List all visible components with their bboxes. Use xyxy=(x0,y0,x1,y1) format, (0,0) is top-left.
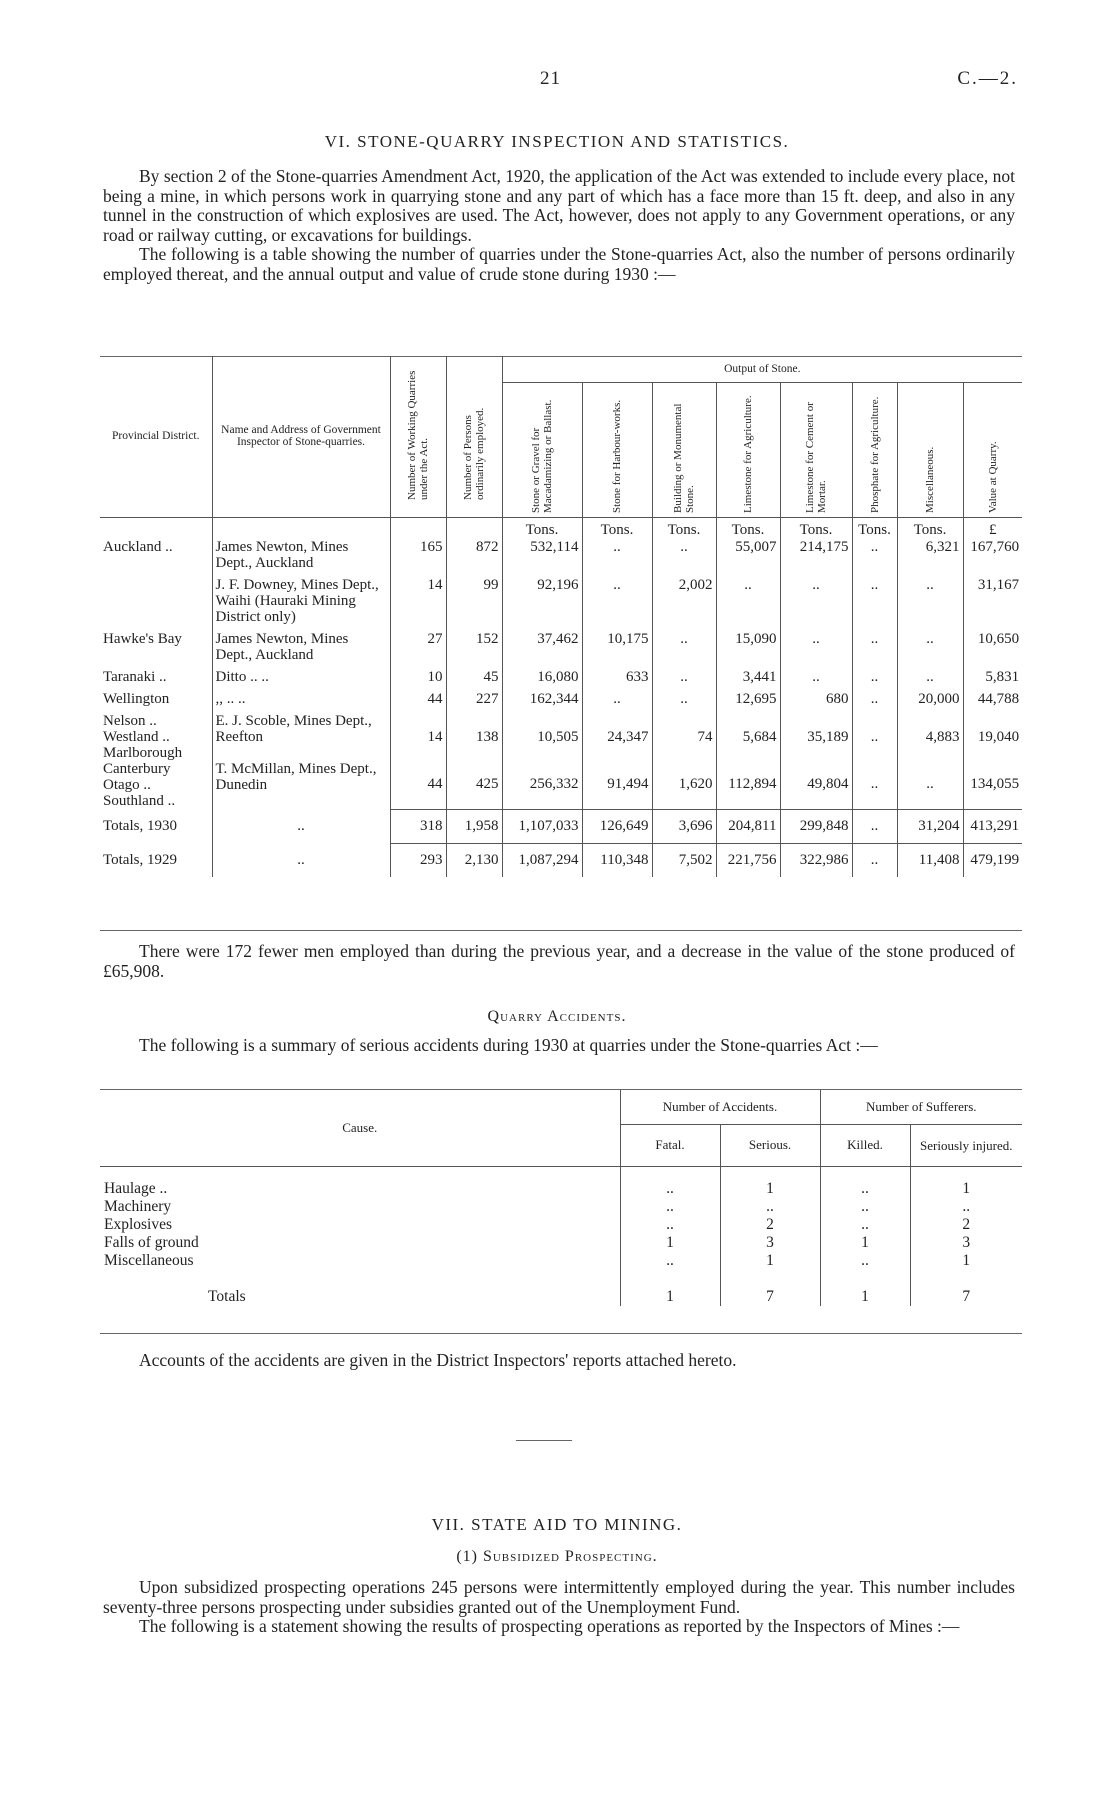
phosphate-cell: .. xyxy=(852,843,897,877)
header-district: Provincial District. xyxy=(111,430,200,443)
gravel-cell: 532,114 xyxy=(502,539,582,577)
cause-label: Haulage .. xyxy=(104,1180,168,1197)
harbour-cell: 91,494 xyxy=(582,761,652,809)
gravel-cell: 16,080 xyxy=(502,669,582,691)
district-cell: Auckland .. xyxy=(103,539,173,555)
header-output-group: Output of Stone. xyxy=(502,356,1022,382)
header-lime-agri: Limestone for Agriculture. xyxy=(742,395,754,513)
killed-cell: 1 xyxy=(820,1270,910,1306)
section-6-paragraph-2: The following is a table showing the number of quarries under the Stone-quarries Act, also the number of persons ordinarily employed thereat, and the annual output and value of crude stone during 1930 :— xyxy=(103,244,1015,284)
building-cell: .. xyxy=(652,691,716,713)
district-cell: Taranaki .. xyxy=(103,669,167,685)
header-lime-cement: Limestone for Cement or Mortar. xyxy=(804,402,828,513)
section-7-paragraph-1: Upon subsidized prospecting operations 245 persons were intermittently employed during the year. This number includes seventy-three persons prospecting under subsidies granted out of the Unemployment Fund. xyxy=(103,1577,1015,1617)
serious-cell: 2 xyxy=(720,1216,820,1234)
value-cell: 134,055 xyxy=(963,761,1022,809)
table-row xyxy=(100,1198,1022,1216)
cause-cell xyxy=(100,1198,620,1216)
quarries-cell: 27 xyxy=(390,631,446,669)
totals-row xyxy=(100,809,1022,843)
building-cell: 7,502 xyxy=(652,843,716,877)
lime_agri-cell: 5,684 xyxy=(716,713,780,761)
persons-cell: 152 xyxy=(446,631,502,669)
gravel-cell: 92,196 xyxy=(502,577,582,631)
building-cell: .. xyxy=(652,539,716,577)
section-6-paragraph-1: By section 2 of the Stone-quarries Amendment Act, 1920, the application of the Act was extended to include every place, not being a mine, in which persons work in quarrying stone and any part of which has a face more than 15 ft. deep, and also in any tunnel in the construction of which explosives are used. The Act, however, does not apply to any Government operations, or any road or railway cutting, or excavations for buildings. xyxy=(103,166,1015,245)
injured-cell: 2 xyxy=(910,1216,1022,1234)
persons-cell: 2,130 xyxy=(446,843,502,877)
header-harbour: Stone for Harbour-works. xyxy=(611,399,623,513)
lime_cement-cell: 322,986 xyxy=(780,843,852,877)
accidents-table xyxy=(100,1090,1022,1306)
inspector-cell: James Newton, Mines Dept., Auckland xyxy=(212,539,390,577)
table-row xyxy=(100,1252,1022,1270)
misc-cell: .. xyxy=(897,761,963,809)
cause-cell xyxy=(100,1270,620,1306)
harbour-cell: 10,175 xyxy=(582,631,652,669)
lime_agri-cell: 3,441 xyxy=(716,669,780,691)
header-inspector: Name and Address of Government Inspector of Stone-quarries. xyxy=(212,356,390,517)
persons-cell: 1,958 xyxy=(446,809,502,843)
value-cell: 5,831 xyxy=(963,669,1022,691)
building-cell: .. xyxy=(652,669,716,691)
header-value: Value at Quarry. xyxy=(986,441,999,513)
totals-row xyxy=(100,1270,1022,1306)
phosphate-cell: .. xyxy=(852,669,897,691)
gravel-cell: 1,087,294 xyxy=(502,843,582,877)
misc-cell: .. xyxy=(897,577,963,631)
killed-cell: .. xyxy=(820,1180,910,1198)
table-row xyxy=(100,577,1022,631)
harbour-cell: .. xyxy=(582,691,652,713)
harbour-cell: .. xyxy=(582,577,652,631)
injured-cell: 1 xyxy=(910,1180,1022,1198)
cause-label: Totals xyxy=(208,1288,246,1305)
unit-tons: Tons. xyxy=(652,517,716,539)
quarries-cell: 44 xyxy=(390,691,446,713)
serious-cell: .. xyxy=(720,1198,820,1216)
table-row xyxy=(100,669,1022,691)
serious-cell: 7 xyxy=(720,1270,820,1306)
serious-cell: 1 xyxy=(720,1180,820,1198)
misc-cell: .. xyxy=(897,631,963,669)
page-number: 21 xyxy=(540,68,561,89)
killed-cell: .. xyxy=(820,1216,910,1234)
unit-tons: Tons. xyxy=(897,517,963,539)
building-cell: 74 xyxy=(652,713,716,761)
unit-tons: Tons. xyxy=(582,517,652,539)
misc-cell: 4,883 xyxy=(897,713,963,761)
misc-cell: 31,204 xyxy=(897,809,963,843)
value-cell: 479,199 xyxy=(963,843,1022,877)
phosphate-cell: .. xyxy=(852,761,897,809)
inspector-cell: .. xyxy=(212,843,390,877)
harbour-cell: 633 xyxy=(582,669,652,691)
accidents-note-block xyxy=(103,1351,1015,1371)
accidents-intro-block xyxy=(103,1036,1015,1056)
unit-pound: £ xyxy=(963,517,1022,539)
misc-cell: 6,321 xyxy=(897,539,963,577)
persons-cell: 99 xyxy=(446,577,502,631)
page-reference: C.—2. xyxy=(957,68,1018,89)
lime_agri-cell: .. xyxy=(716,577,780,631)
fatal-cell: .. xyxy=(620,1216,720,1234)
cause-label: Machinery xyxy=(104,1198,172,1215)
cause-cell xyxy=(100,1216,620,1234)
phosphate-cell: .. xyxy=(852,539,897,577)
inspector-cell: Ditto .. .. xyxy=(212,669,390,691)
fatal-cell: 1 xyxy=(620,1234,720,1252)
persons-cell: 872 xyxy=(446,539,502,577)
table-row xyxy=(100,1216,1022,1234)
lime_cement-cell: 35,189 xyxy=(780,713,852,761)
header-injured: Seriously injured. xyxy=(910,1124,1022,1166)
section-7-body xyxy=(103,1578,1015,1637)
lime_agri-cell: 15,090 xyxy=(716,631,780,669)
fatal-cell: 1 xyxy=(620,1270,720,1306)
misc-cell: .. xyxy=(897,669,963,691)
totals-label: Totals, 1930 xyxy=(103,817,177,834)
building-cell: 2,002 xyxy=(652,577,716,631)
header-gravel: Stone or Gravel for Macadamizing or Ballast. xyxy=(530,399,554,513)
table-row xyxy=(100,1234,1022,1252)
lime_agri-cell: 12,695 xyxy=(716,691,780,713)
cause-label: Miscellaneous xyxy=(104,1252,194,1269)
value-cell: 44,788 xyxy=(963,691,1022,713)
harbour-cell: 24,347 xyxy=(582,713,652,761)
header-accidents: Number of Accidents. xyxy=(620,1090,820,1124)
district-cell: Canterbury Otago .. Southland .. xyxy=(103,761,176,809)
serious-cell: 3 xyxy=(720,1234,820,1252)
cause-label: Falls of ground xyxy=(104,1234,199,1251)
quarries-cell: 10 xyxy=(390,669,446,691)
gravel-cell: 37,462 xyxy=(502,631,582,669)
quarries-cell: 44 xyxy=(390,761,446,809)
header-killed: Killed. xyxy=(820,1124,910,1166)
quarries-cell: 318 xyxy=(390,809,446,843)
value-cell: 19,040 xyxy=(963,713,1022,761)
killed-cell: 1 xyxy=(820,1234,910,1252)
persons-cell: 425 xyxy=(446,761,502,809)
gravel-cell: 256,332 xyxy=(502,761,582,809)
quarries-cell: 14 xyxy=(390,577,446,631)
header-misc: Miscellaneous. xyxy=(924,446,936,513)
section-6-body xyxy=(103,167,1015,284)
inspector-cell: E. J. Scoble, Mines Dept., Reefton xyxy=(212,713,390,761)
misc-cell: 20,000 xyxy=(897,691,963,713)
header-quarries: Number of Working Quarries under the Act. xyxy=(406,370,430,500)
district-cell: Nelson .. Westland .. Marlborough xyxy=(103,713,183,761)
table-row xyxy=(100,539,1022,577)
lime_cement-cell: 299,848 xyxy=(780,809,852,843)
serious-cell: 1 xyxy=(720,1252,820,1270)
harbour-cell: 110,348 xyxy=(582,843,652,877)
killed-cell: .. xyxy=(820,1198,910,1216)
accidents-note: Accounts of the accidents are given in the District Inspectors' reports attached hereto. xyxy=(139,1350,737,1370)
table-row xyxy=(100,1180,1022,1198)
lime_cement-cell: .. xyxy=(780,577,852,631)
value-cell: 10,650 xyxy=(963,631,1022,669)
fatal-cell: .. xyxy=(620,1180,720,1198)
table-row xyxy=(100,631,1022,669)
value-cell: 413,291 xyxy=(963,809,1022,843)
phosphate-cell: .. xyxy=(852,577,897,631)
fatal-cell: .. xyxy=(620,1198,720,1216)
value-cell: 31,167 xyxy=(963,577,1022,631)
section-7-paragraph-2: The following is a statement showing the results of prospecting operations as reported by the Inspectors of Mines :— xyxy=(139,1616,960,1636)
lime_cement-cell: 214,175 xyxy=(780,539,852,577)
inspector-cell: J. F. Downey, Mines Dept., Waihi (Hauraki Mining District only) xyxy=(212,577,390,631)
inspector-cell: ,, .. .. xyxy=(212,691,390,713)
accidents-intro: The following is a summary of serious accidents during 1930 at quarries under the Stone-quarries Act :— xyxy=(139,1035,878,1055)
header-phosphate: Phosphate for Agriculture. xyxy=(868,396,881,513)
value-cell: 167,760 xyxy=(963,539,1022,577)
lime_cement-cell: .. xyxy=(780,669,852,691)
section-divider xyxy=(516,1440,572,1441)
lime_agri-cell: 221,756 xyxy=(716,843,780,877)
unit-tons: Tons. xyxy=(716,517,780,539)
misc-cell: 11,408 xyxy=(897,843,963,877)
para-3 xyxy=(103,942,1015,981)
building-cell: 3,696 xyxy=(652,809,716,843)
quarries-cell: 14 xyxy=(390,713,446,761)
building-cell: .. xyxy=(652,631,716,669)
totals-label: Totals, 1929 xyxy=(103,851,177,868)
section-7-title: VII. STATE AID TO MINING. xyxy=(431,1515,683,1534)
unit-tons: Tons. xyxy=(502,517,582,539)
lime_agri-cell: 204,811 xyxy=(716,809,780,843)
header-serious: Serious. xyxy=(720,1124,820,1166)
injured-cell: 7 xyxy=(910,1270,1022,1306)
quarries-cell: 293 xyxy=(390,843,446,877)
lime_agri-cell: 55,007 xyxy=(716,539,780,577)
gravel-cell: 1,107,033 xyxy=(502,809,582,843)
phosphate-cell: .. xyxy=(852,691,897,713)
cause-cell xyxy=(100,1180,620,1198)
accidents-title: Quarry Accidents. xyxy=(487,1008,627,1025)
building-cell: 1,620 xyxy=(652,761,716,809)
inspector-cell: .. xyxy=(212,809,390,843)
header-building: Building or Monumental Stone. xyxy=(672,403,696,513)
table-row xyxy=(100,761,1022,809)
header-fatal: Fatal. xyxy=(620,1124,720,1166)
district-cell xyxy=(100,577,212,631)
phosphate-cell: .. xyxy=(852,713,897,761)
harbour-cell: .. xyxy=(582,539,652,577)
cause-label: Explosives xyxy=(104,1216,173,1233)
district-cell: Wellington xyxy=(103,691,170,707)
header-persons: Number of Persons ordinarily employed. xyxy=(462,407,486,500)
district-cell: Hawke's Bay xyxy=(103,631,182,647)
harbour-cell: 126,649 xyxy=(582,809,652,843)
lime_cement-cell: .. xyxy=(780,631,852,669)
totals-row xyxy=(100,843,1022,877)
quarry-table-body xyxy=(100,539,1022,877)
injured-cell: .. xyxy=(910,1198,1022,1216)
section-6-title: VI. STONE-QUARRY INSPECTION AND STATISTICS. xyxy=(324,132,790,151)
quarries-cell: 165 xyxy=(390,539,446,577)
inspector-cell: T. McMillan, Mines Dept., Dunedin xyxy=(212,761,390,809)
killed-cell: .. xyxy=(820,1252,910,1270)
lime_cement-cell: 680 xyxy=(780,691,852,713)
phosphate-cell: .. xyxy=(852,809,897,843)
section-7-subtitle: (1) Subsidized Prospecting. xyxy=(456,1548,658,1565)
gravel-cell: 162,344 xyxy=(502,691,582,713)
unit-tons: Tons. xyxy=(780,517,852,539)
cause-cell xyxy=(100,1252,620,1270)
fatal-cell: .. xyxy=(620,1252,720,1270)
gravel-cell: 10,505 xyxy=(502,713,582,761)
quarry-statistics-table xyxy=(100,356,1022,877)
table-row xyxy=(100,713,1022,761)
cause-cell xyxy=(100,1234,620,1252)
lime_cement-cell: 49,804 xyxy=(780,761,852,809)
persons-cell: 138 xyxy=(446,713,502,761)
injured-cell: 3 xyxy=(910,1234,1022,1252)
persons-cell: 45 xyxy=(446,669,502,691)
table-row xyxy=(100,691,1022,713)
header-sufferers: Number of Sufferers. xyxy=(820,1090,1022,1124)
phosphate-cell: .. xyxy=(852,631,897,669)
injured-cell: 1 xyxy=(910,1252,1022,1270)
persons-cell: 227 xyxy=(446,691,502,713)
accidents-bottom-rule xyxy=(100,1333,1022,1334)
unit-tons: Tons. xyxy=(852,517,897,539)
inspector-cell: James Newton, Mines Dept., Auckland xyxy=(212,631,390,669)
employment-summary: There were 172 fewer men employed than during the previous year, and a decrease in the value of the stone produced of £65,908. xyxy=(103,941,1015,981)
accidents-table-body xyxy=(100,1180,1022,1306)
header-cause: Cause. xyxy=(342,1119,378,1135)
table-bottom-rule xyxy=(100,930,1022,931)
lime_agri-cell: 112,894 xyxy=(716,761,780,809)
